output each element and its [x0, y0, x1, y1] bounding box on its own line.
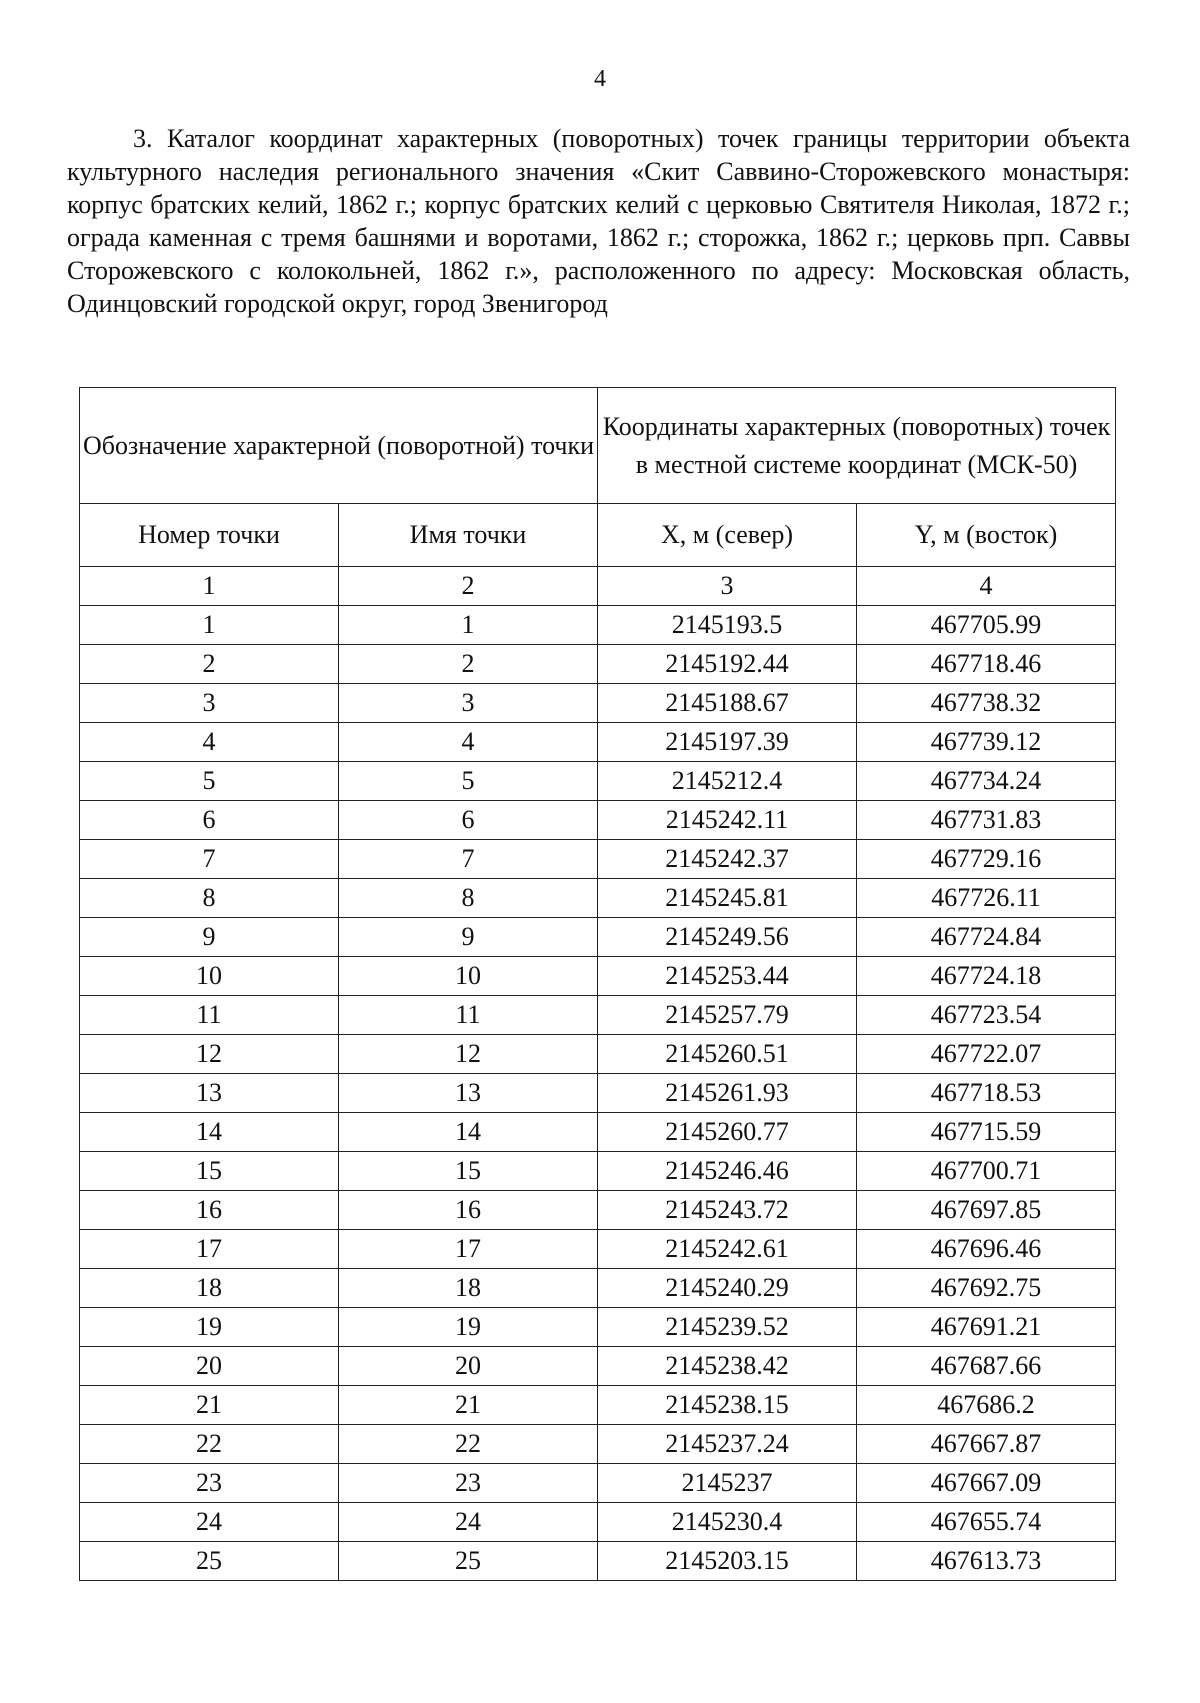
y-coordinate-cell: 467739.12 — [857, 723, 1116, 762]
point-name-cell: 22 — [339, 1425, 598, 1464]
point-number-cell: 9 — [80, 918, 339, 957]
point-number-cell: 6 — [80, 801, 339, 840]
header-coordinates: Координаты характерных (поворотных) точек в местной системе координат (МСК-50) — [598, 388, 1116, 504]
point-name-cell: 12 — [339, 1035, 598, 1074]
x-coordinate-cell: 2145240.29 — [598, 1269, 857, 1308]
y-coordinate-cell: 467691.21 — [857, 1308, 1116, 1347]
point-name-cell: 4 — [339, 723, 598, 762]
table-row — [80, 879, 1116, 918]
y-coordinate-cell: 467655.74 — [857, 1503, 1116, 1542]
point-number-cell: 16 — [80, 1191, 339, 1230]
table-row — [80, 1386, 1116, 1425]
point-number-cell: 18 — [80, 1269, 339, 1308]
x-coordinate-cell: 2145249.56 — [598, 918, 857, 957]
x-coordinate-cell: 2145257.79 — [598, 996, 857, 1035]
header-point-number: Номер точки — [80, 504, 339, 567]
point-number-cell: 8 — [80, 879, 339, 918]
table-row — [80, 1464, 1116, 1503]
table-row — [80, 1191, 1116, 1230]
x-coordinate-cell: 2145230.4 — [598, 1503, 857, 1542]
y-coordinate-cell: 467726.11 — [857, 879, 1116, 918]
point-name-cell: 16 — [339, 1191, 598, 1230]
y-coordinate-cell: 467718.46 — [857, 645, 1116, 684]
point-name-cell: 8 — [339, 879, 598, 918]
column-index-cell: 1 — [80, 567, 339, 606]
point-number-cell: 24 — [80, 1503, 339, 1542]
table-row — [80, 840, 1116, 879]
coordinates-table — [79, 387, 1116, 1581]
point-number-cell: 19 — [80, 1308, 339, 1347]
x-coordinate-cell: 2145212.4 — [598, 762, 857, 801]
column-index-row — [80, 567, 1116, 606]
x-coordinate-cell: 2145203.15 — [598, 1542, 857, 1581]
point-number-cell: 20 — [80, 1347, 339, 1386]
point-name-cell: 13 — [339, 1074, 598, 1113]
x-coordinate-cell: 2145261.93 — [598, 1074, 857, 1113]
table-row — [80, 1269, 1116, 1308]
x-coordinate-cell: 2145238.42 — [598, 1347, 857, 1386]
table-row — [80, 1308, 1116, 1347]
y-coordinate-cell: 467715.59 — [857, 1113, 1116, 1152]
y-coordinate-cell: 467667.09 — [857, 1464, 1116, 1503]
header-x-north: X, м (север) — [598, 504, 857, 567]
x-coordinate-cell: 2145237 — [598, 1464, 857, 1503]
point-name-cell: 6 — [339, 801, 598, 840]
y-coordinate-cell: 467724.84 — [857, 918, 1116, 957]
point-number-cell: 5 — [80, 762, 339, 801]
y-coordinate-cell: 467738.32 — [857, 684, 1116, 723]
column-index-cell: 4 — [857, 567, 1116, 606]
column-index-cell: 2 — [339, 567, 598, 606]
x-coordinate-cell: 2145242.11 — [598, 801, 857, 840]
table-row — [80, 1542, 1116, 1581]
y-coordinate-cell: 467723.54 — [857, 996, 1116, 1035]
y-coordinate-cell: 467722.07 — [857, 1035, 1116, 1074]
point-number-cell: 1 — [80, 606, 339, 645]
x-coordinate-cell: 2145245.81 — [598, 879, 857, 918]
x-coordinate-cell: 2145243.72 — [598, 1191, 857, 1230]
point-number-cell: 11 — [80, 996, 339, 1035]
x-coordinate-cell: 2145237.24 — [598, 1425, 857, 1464]
point-name-cell: 7 — [339, 840, 598, 879]
table-row — [80, 606, 1116, 645]
header-point-name: Имя точки — [339, 504, 598, 567]
point-number-cell: 7 — [80, 840, 339, 879]
point-name-cell: 2 — [339, 645, 598, 684]
point-number-cell: 12 — [80, 1035, 339, 1074]
point-name-cell: 21 — [339, 1386, 598, 1425]
table-row — [80, 645, 1116, 684]
point-name-cell: 15 — [339, 1152, 598, 1191]
point-number-cell: 2 — [80, 645, 339, 684]
point-name-cell: 1 — [339, 606, 598, 645]
y-coordinate-cell: 467697.85 — [857, 1191, 1116, 1230]
y-coordinate-cell: 467613.73 — [857, 1542, 1116, 1581]
table-row — [80, 996, 1116, 1035]
table-row — [80, 1425, 1116, 1464]
point-number-cell: 15 — [80, 1152, 339, 1191]
y-coordinate-cell: 467731.83 — [857, 801, 1116, 840]
table-row — [80, 1035, 1116, 1074]
point-name-cell: 24 — [339, 1503, 598, 1542]
point-name-cell: 19 — [339, 1308, 598, 1347]
y-coordinate-cell: 467718.53 — [857, 1074, 1116, 1113]
point-number-cell: 13 — [80, 1074, 339, 1113]
y-coordinate-cell: 467696.46 — [857, 1230, 1116, 1269]
point-name-cell: 10 — [339, 957, 598, 996]
y-coordinate-cell: 467724.18 — [857, 957, 1116, 996]
x-coordinate-cell: 2145239.52 — [598, 1308, 857, 1347]
table-row — [80, 1113, 1116, 1152]
catalog-intro-paragraph: 3. Каталог координат характерных (поворотных) точек границы территории объекта культурного наследия регионального значения «Скит Саввино-Сторожевского монастыря: корпус братских келий, 1862 г.; корпус братских келий с церковью Святителя Николая, 1872 г.; ограда каменная с тремя башнями и воротами, 1862 г.; сторожка, 1862 г.; церковь прп. Саввы Сторожевского с колокольней, 1862 г.», расположенного по адресу: Московская область, Одинцовский городской округ, город Звенигород — [67, 124, 1130, 318]
point-name-cell: 11 — [339, 996, 598, 1035]
y-coordinate-cell: 467692.75 — [857, 1269, 1116, 1308]
point-number-cell: 4 — [80, 723, 339, 762]
page-number: 4 — [594, 66, 606, 92]
header-point-designation: Обозначение характерной (поворотной) точки — [80, 388, 598, 504]
table-row — [80, 1230, 1116, 1269]
table-row — [80, 1503, 1116, 1542]
point-number-cell: 23 — [80, 1464, 339, 1503]
point-number-cell: 10 — [80, 957, 339, 996]
x-coordinate-cell: 2145192.44 — [598, 645, 857, 684]
column-index-cell: 3 — [598, 567, 857, 606]
x-coordinate-cell: 2145260.51 — [598, 1035, 857, 1074]
point-name-cell: 23 — [339, 1464, 598, 1503]
y-coordinate-cell: 467686.2 — [857, 1386, 1116, 1425]
point-name-cell: 18 — [339, 1269, 598, 1308]
point-number-cell: 22 — [80, 1425, 339, 1464]
x-coordinate-cell: 2145238.15 — [598, 1386, 857, 1425]
table-row — [80, 723, 1116, 762]
table-row — [80, 801, 1116, 840]
x-coordinate-cell: 2145188.67 — [598, 684, 857, 723]
point-number-cell: 21 — [80, 1386, 339, 1425]
table-row — [80, 1347, 1116, 1386]
point-number-cell: 17 — [80, 1230, 339, 1269]
y-coordinate-cell: 467729.16 — [857, 840, 1116, 879]
table-row — [80, 1074, 1116, 1113]
table-header-row-2 — [80, 504, 1116, 567]
point-name-cell: 20 — [339, 1347, 598, 1386]
x-coordinate-cell: 2145197.39 — [598, 723, 857, 762]
point-name-cell: 17 — [339, 1230, 598, 1269]
table-row — [80, 1152, 1116, 1191]
table-row — [80, 918, 1116, 957]
table-row — [80, 684, 1116, 723]
x-coordinate-cell: 2145242.37 — [598, 840, 857, 879]
y-coordinate-cell: 467700.71 — [857, 1152, 1116, 1191]
x-coordinate-cell: 2145246.46 — [598, 1152, 857, 1191]
point-name-cell: 25 — [339, 1542, 598, 1581]
point-number-cell: 14 — [80, 1113, 339, 1152]
y-coordinate-cell: 467687.66 — [857, 1347, 1116, 1386]
y-coordinate-cell: 467705.99 — [857, 606, 1116, 645]
x-coordinate-cell: 2145260.77 — [598, 1113, 857, 1152]
y-coordinate-cell: 467667.87 — [857, 1425, 1116, 1464]
y-coordinate-cell: 467734.24 — [857, 762, 1116, 801]
table-row — [80, 957, 1116, 996]
table-header-row-1 — [80, 388, 1116, 504]
x-coordinate-cell: 2145242.61 — [598, 1230, 857, 1269]
point-name-cell: 14 — [339, 1113, 598, 1152]
point-number-cell: 25 — [80, 1542, 339, 1581]
point-number-cell: 3 — [80, 684, 339, 723]
header-y-east: Y, м (восток) — [857, 504, 1116, 567]
x-coordinate-cell: 2145193.5 — [598, 606, 857, 645]
point-name-cell: 9 — [339, 918, 598, 957]
table-row — [80, 762, 1116, 801]
x-coordinate-cell: 2145253.44 — [598, 957, 857, 996]
point-name-cell: 5 — [339, 762, 598, 801]
point-name-cell: 3 — [339, 684, 598, 723]
